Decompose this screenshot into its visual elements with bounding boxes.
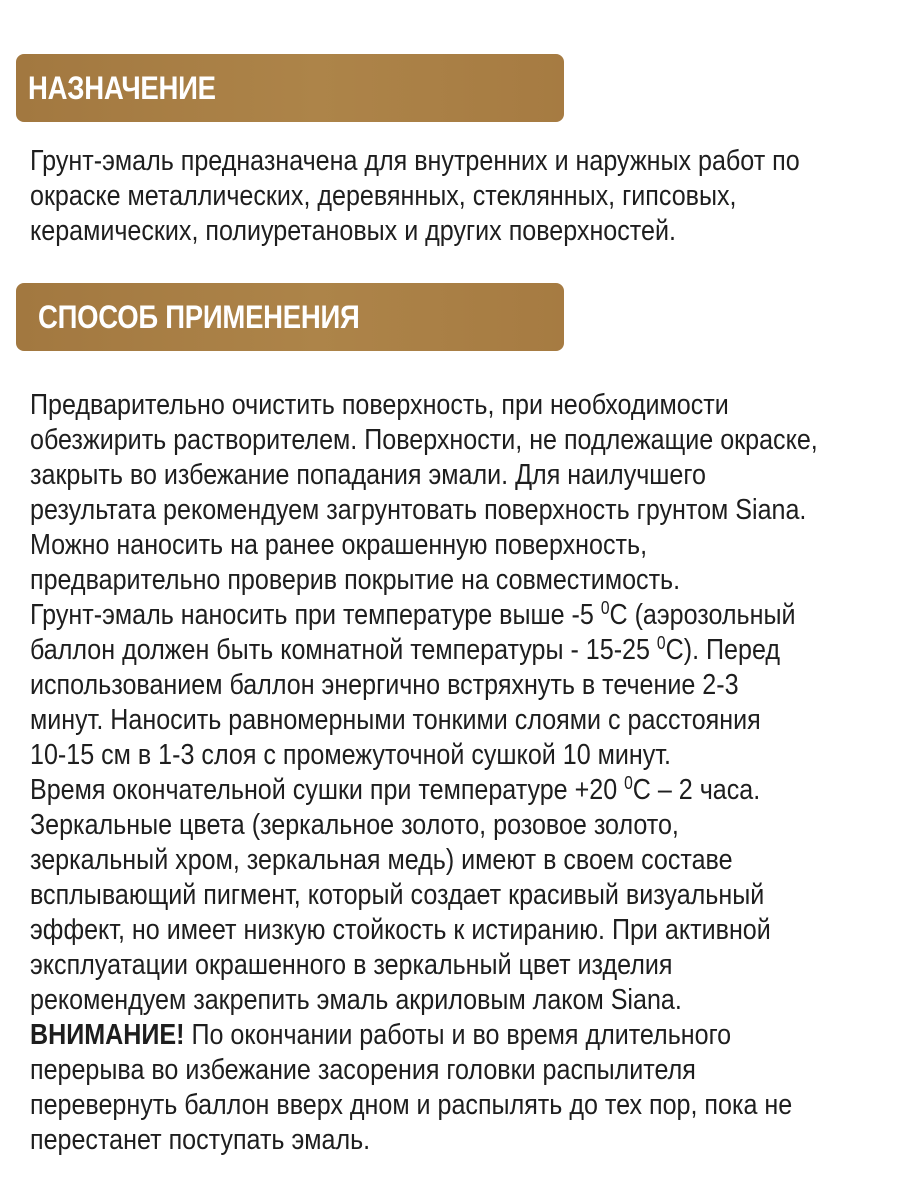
method-paragraph bbox=[30, 388, 900, 1158]
text-line: всплывающий пигмент, который создает красивый визуальный bbox=[30, 879, 765, 911]
text-line: результата рекомендуем загрунтовать поверхность грунтом Siana. bbox=[30, 494, 807, 526]
degree-superscript: 0 bbox=[656, 633, 666, 653]
text-line-temperature bbox=[30, 633, 818, 668]
text-line: минут. Наносить равномерными тонкими слоями с расстояния bbox=[30, 704, 761, 736]
text-line: окраске металлических, деревянных, стеклянных, гипсовых, bbox=[30, 180, 737, 212]
text-fragment: По окончании работы и во время длительного bbox=[184, 1019, 732, 1051]
text-line-temperature bbox=[30, 773, 818, 808]
section-header-method bbox=[16, 283, 564, 351]
degree-superscript: 0 bbox=[600, 598, 610, 618]
text-line: зеркальный хром, зеркальная медь) имеют в своем составе bbox=[30, 844, 733, 876]
purpose-paragraph bbox=[30, 144, 900, 249]
text-line: 10-15 см в 1-3 слоя с промежуточной сушкой 10 минут. bbox=[30, 739, 671, 771]
text-fragment: баллон должен быть комнатной температуры - 15-25 bbox=[30, 634, 657, 666]
text-line: рекомендуем закрепить эмаль акриловым лаком Siana. bbox=[30, 984, 682, 1016]
text-line: керамических, полиуретановых и других поверхностей. bbox=[30, 215, 676, 247]
text-line-temperature bbox=[30, 598, 818, 633]
section-header-purpose bbox=[16, 54, 564, 122]
text-line: перестанет поступать эмаль. bbox=[30, 1124, 371, 1156]
text-line: эффект, но имеет низкую стойкость к истиранию. При активной bbox=[30, 914, 771, 946]
text-line: эксплуатации окрашенного в зеркальный цвет изделия bbox=[30, 949, 673, 981]
text-fragment: Грунт-эмаль наносить при температуре выше -5 bbox=[30, 599, 601, 631]
text-line: использованием баллон энергично встряхнуть в течение 2-3 bbox=[30, 669, 739, 701]
text-fragment: C (аэрозольный bbox=[609, 599, 796, 631]
text-line: предварительно проверив покрытие на совместимость. bbox=[30, 564, 681, 596]
text-fragment: C). Перед bbox=[665, 634, 780, 666]
text-fragment: C – 2 часа. bbox=[632, 774, 761, 806]
text-line: обезжирить растворителем. Поверхности, не подлежащие окраске, bbox=[30, 424, 818, 456]
degree-superscript: 0 bbox=[624, 773, 633, 793]
section-title-purpose: НАЗНАЧЕНИЕ bbox=[28, 69, 216, 106]
warning-line bbox=[30, 1018, 818, 1053]
text-line: Зеркальные цвета (зеркальное золото, розовое золото, bbox=[30, 809, 679, 841]
text-line: Грунт-эмаль предназначена для внутренних и наружных работ по bbox=[30, 145, 800, 177]
warning-label: ВНИМАНИЕ! bbox=[30, 1019, 185, 1051]
text-fragment: Время окончательной сушки при температуре +20 bbox=[30, 774, 625, 806]
text-line: Предварительно очистить поверхность, при необходимости bbox=[30, 389, 729, 421]
text-line: перевернуть баллон вверх дном и распылять до тех пор, пока не bbox=[30, 1089, 793, 1121]
text-line: перерыва во избежание засорения головки распылителя bbox=[30, 1054, 696, 1086]
text-line: Можно наносить на ранее окрашенную поверхность, bbox=[30, 529, 648, 561]
text-line: закрыть во избежание попадания эмали. Для наилучшего bbox=[30, 459, 706, 491]
section-title-method: СПОСОБ ПРИМЕНЕНИЯ bbox=[38, 298, 360, 335]
